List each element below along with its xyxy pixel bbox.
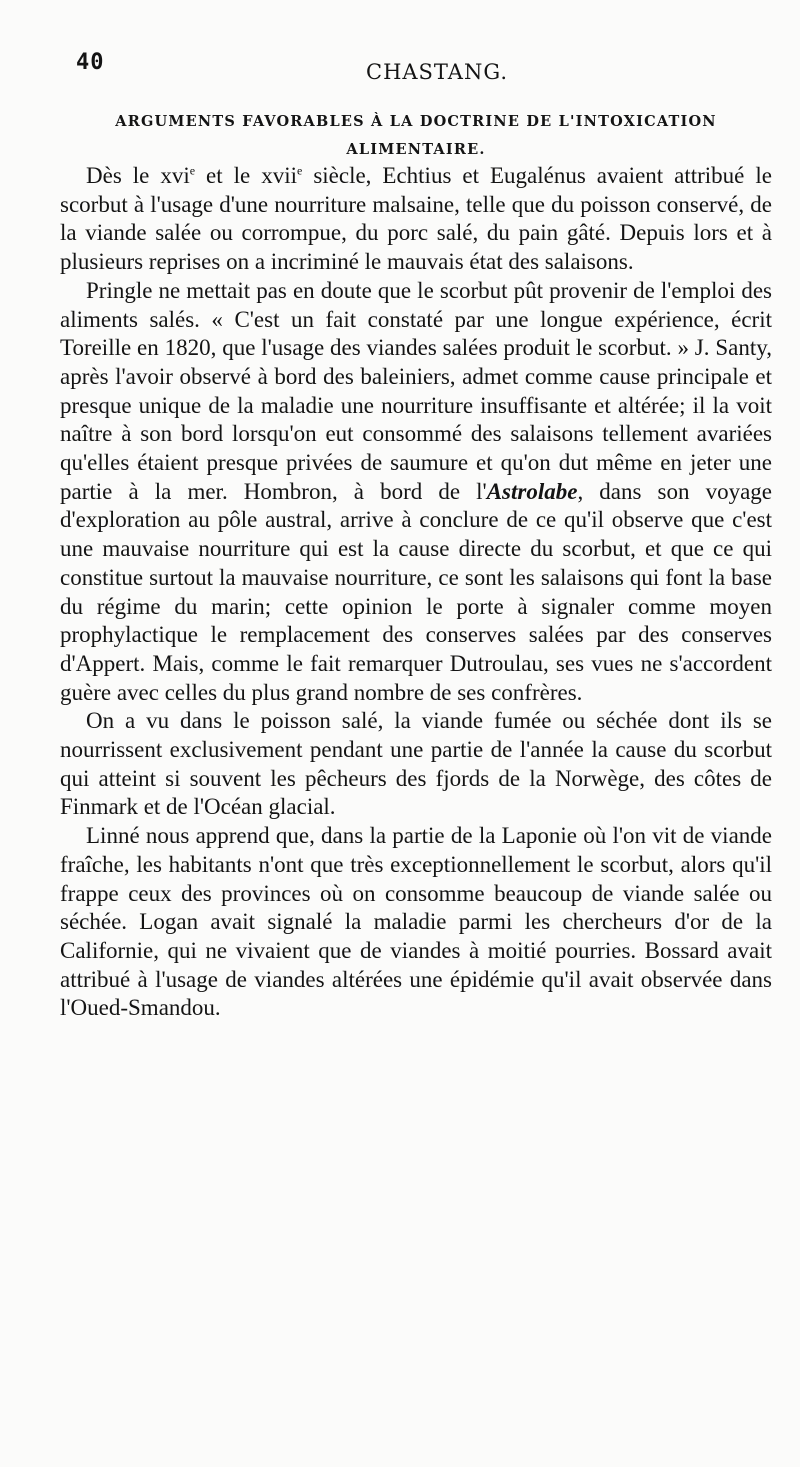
superscript-e-1: e xyxy=(189,163,196,178)
page-number: 40 xyxy=(76,50,105,75)
page-header xyxy=(76,50,760,90)
ship-name: Astrolabe xyxy=(486,478,578,504)
paragraph-2-text-a: Pringle ne mettait pas en doute que le scorbut pût provenir de l'emploi des aliments salés. « C'est un fait constaté par une longue expérience, écrit Toreille en 1820, que l'usage des viandes salées produit le scorbut. » J. Santy, après l'avoir observé à bord des baleiniers, admet comme cause principale et presque unique de la maladie une nourriture insuffisante et altérée; il la voit naître à son bord lorsqu'on eut consommé des salaisons tellement avariées qu'elles étaient presque privées de saumure et qu'on dut même en jeter une partie à la mer. Hombron, à bord de l' xyxy=(60,277,772,504)
paragraph-1-text-b: et le xvii xyxy=(195,163,297,188)
paragraph-1-text-a: Dès le xvi xyxy=(86,163,190,188)
paragraph-2 xyxy=(60,277,772,708)
section-title-line-1: ARGUMENTS FAVORABLES À LA DOCTRINE DE L'INTOXICATION xyxy=(115,113,717,130)
paragraph-1-text-c: siècle, Echtius et Eugalénus avaient attribué le scorbut à l'usage d'une nourriture malsaine, telle que du poisson conservé, de la viande salée ou corrompue, du porc salé, du pain gâté. Depuis lors et à plusieurs reprises on a incriminé le mauvais état des salaisons. xyxy=(60,163,772,275)
section-title xyxy=(96,108,736,164)
section-title-line-2: ALIMENTAIRE. xyxy=(346,141,486,158)
body-text xyxy=(60,162,772,1023)
superscript-e-2: e xyxy=(297,163,303,178)
paragraph-4: Linné nous apprend que, dans la partie de la Laponie où l'on vit de viande fraîche, les habitants n'ont que très exceptionnellement le scorbut, alors qu'il frappe ceux des provinces où on consomme beaucoup de viande salée ou séchée. Logan avait signalé la maladie parmi les chercheurs d'or de la Californie, qui ne vivaient que de viandes à moitié pourries. Bossard avait attribué à l'usage de viandes altérées une épidémie qu'il avait observée dans l'Oued-Smandou. xyxy=(60,823,772,1021)
paragraph-1 xyxy=(60,162,772,277)
paragraph-2-text-b: , dans son voyage d'exploration au pôle austral, arrive à conclure de ce qu'il observe que c'est une mauvaise nourriture qui est la cause directe du scorbut, et que ce qui constitue surtout la mauvaise nourriture, ce sont les salaisons qui font la base du régime du marin; cette opinion le porte à signaler comme moyen prophylactique le remplacement des conserves salées par des conserves d'Appert. Mais, comme le fait remarquer Dutroulau, ses vues ne s'accordent guère avec celles du plus grand nombre de ses confrères. xyxy=(60,478,773,705)
paragraph-3: On a vu dans le poisson salé, la viande fumée ou séchée dont ils se nourrissent exclusivement pendant une partie de l'année la cause du scorbut qui atteint si souvent les pêcheurs des fjords de la Norwège, des côtes de Finmark et de l'Océan glacial. xyxy=(60,708,772,820)
running-head: CHASTANG. xyxy=(366,60,509,84)
